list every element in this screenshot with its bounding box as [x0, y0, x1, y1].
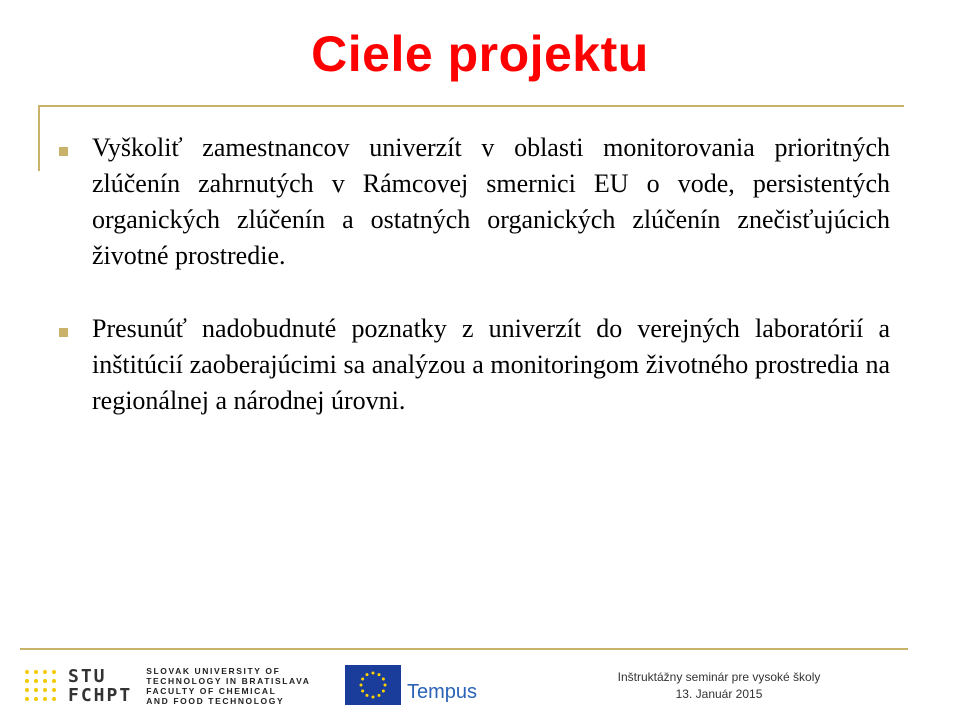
bullet-item-1 [55, 130, 890, 274]
stu-name-line-3: FACULTY OF CHEMICAL [146, 686, 277, 696]
square-bullet-icon [59, 328, 68, 337]
square-bullet-icon [59, 147, 68, 156]
stu-name-line-2: TECHNOLOGY IN BRATISLAVA [146, 676, 311, 686]
stu-dot-grid-icon [25, 670, 58, 703]
eu-star [384, 684, 387, 687]
stu-full-name [146, 666, 310, 706]
stu-abbr-line-1: STU [68, 666, 107, 687]
event-title: Inštruktážny seminár pre vysoké školy [617, 670, 821, 684]
title-divider-horizontal [38, 105, 904, 107]
eu-star [366, 673, 369, 676]
tempus-wordmark: Tempus [407, 680, 478, 703]
eu-star [382, 690, 385, 693]
stu-abbreviation [68, 667, 132, 705]
stu-abbr-line-2: FCHPT [68, 685, 133, 706]
eu-flag-icon [345, 665, 401, 705]
stu-fchpt-logo [25, 664, 311, 708]
eu-star [378, 694, 381, 697]
eu-star [378, 673, 381, 676]
tempus-logo [345, 664, 477, 706]
event-date: 13. Január 2015 [675, 687, 763, 701]
eu-star [361, 678, 364, 681]
stu-name-line-4: AND FOOD TECHNOLOGY [146, 696, 285, 706]
eu-star [366, 694, 369, 697]
bullet-text-2: Presunúť nadobudnuté poznatky z univerzít do verejných laboratórií a inštitúcií zaoberajúcimi sa analýzou a monitoringom životného prostredia na regionálnej a národnej úrovni. [92, 314, 890, 415]
eu-star [372, 696, 375, 699]
slide-title: Ciele projektu [311, 26, 649, 82]
eu-star [372, 672, 375, 675]
eu-star [382, 678, 385, 681]
bullet-text-1: Vyškoliť zamestnancov univerzít v oblasti monitorovania prioritných zlúčenín zahrnutých v Rámcovej smernici EU o vode, persistentých organických zlúčenín a ostatných organických zlúčenín znečisťujúcich životné prostredie. [92, 133, 890, 270]
eu-star [360, 684, 363, 687]
footer-divider [20, 648, 908, 650]
event-info [560, 669, 878, 703]
bullet-list [55, 130, 890, 456]
bullet-item-2 [55, 311, 890, 419]
title-divider-vertical [38, 105, 40, 171]
eu-star [361, 690, 364, 693]
stu-name-line-1: SLOVAK UNIVERSITY OF [146, 666, 281, 676]
